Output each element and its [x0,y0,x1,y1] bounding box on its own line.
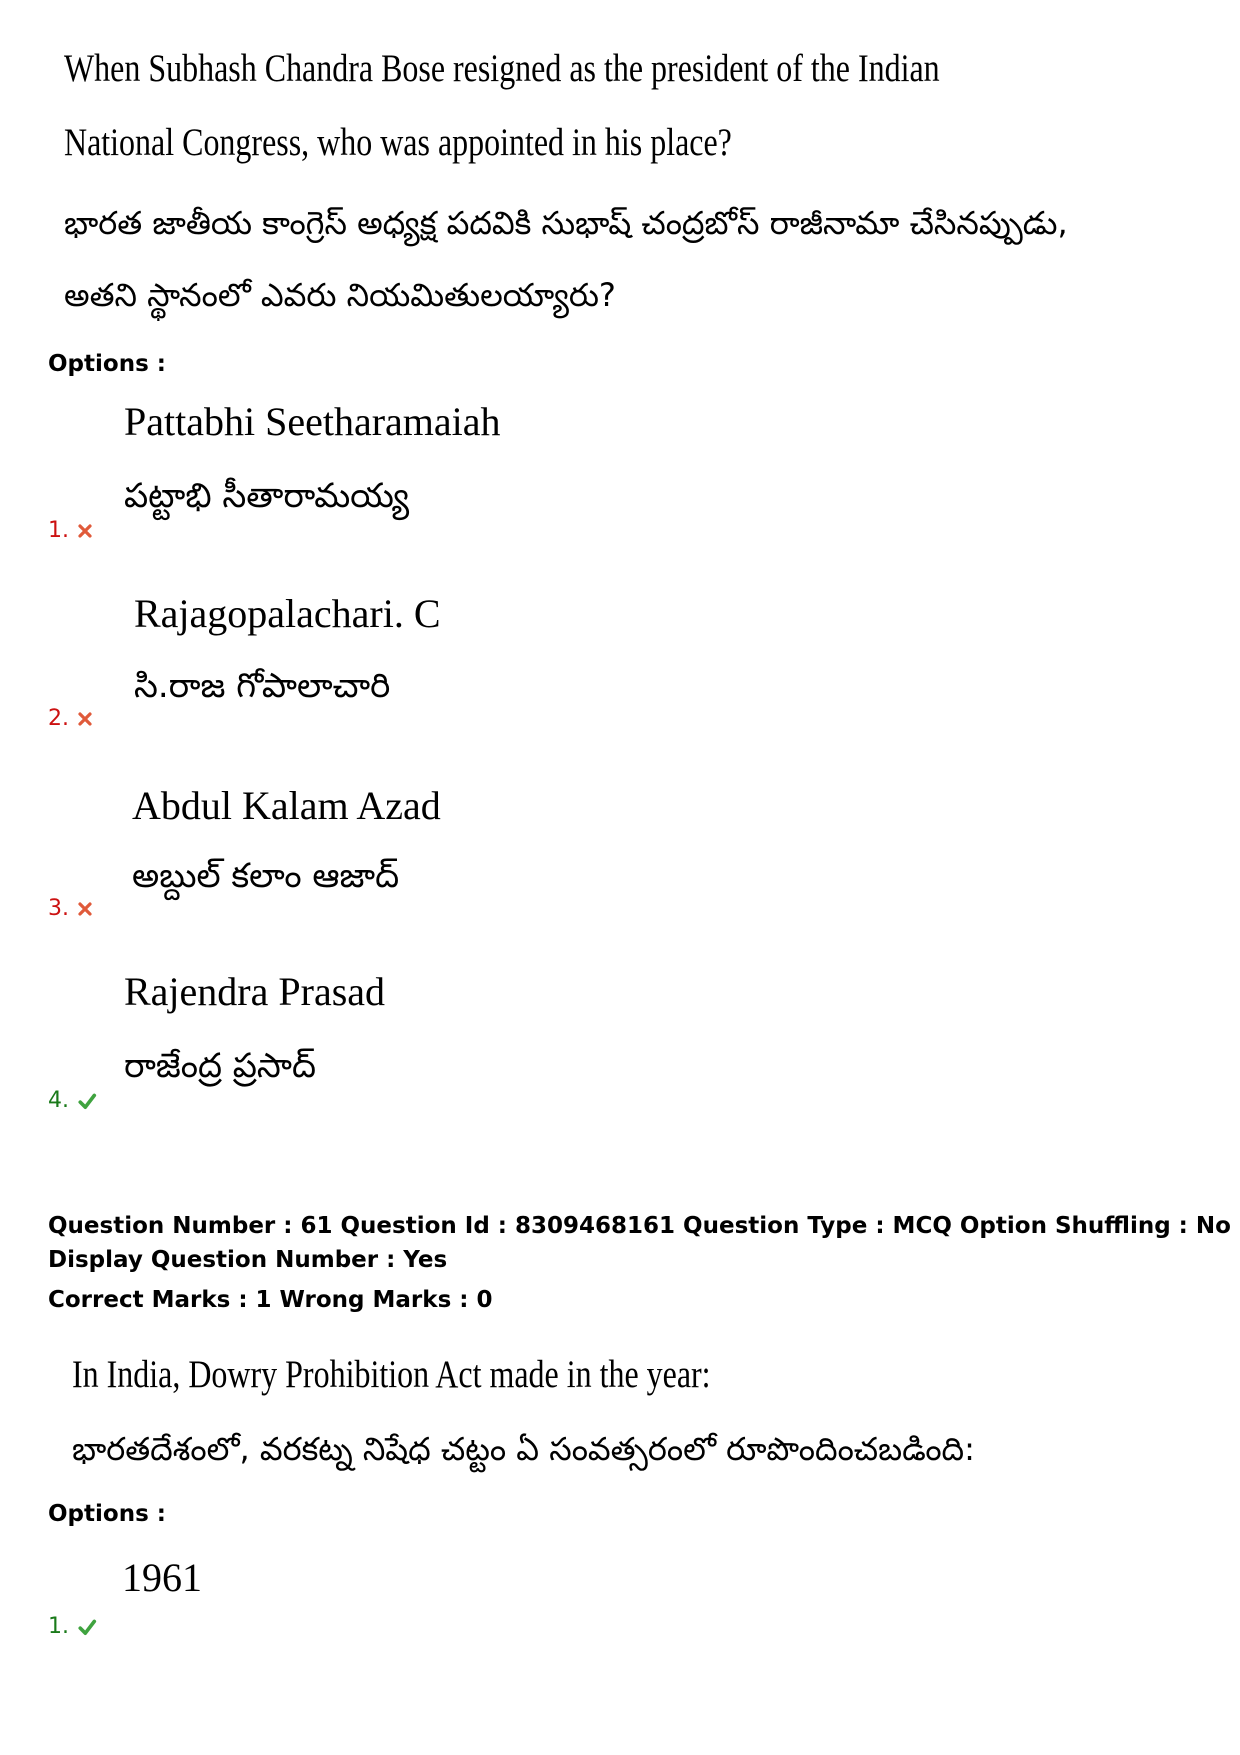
option-4-text-te: రాజేంద్ర ప్రసాద్ [124,1046,316,1086]
question-marks: Correct Marks : 1 Wrong Marks : 0 [48,1287,493,1313]
question-61-options-label: Options : [48,1501,166,1527]
options-label: Options : [48,351,166,377]
question-61-text-en: In India, Dowry Prohibition Act made in the year: [72,1353,711,1396]
question-text-en-line-2: National Congress, who was appointed in his place? [64,121,732,164]
option-2-marker [48,708,93,730]
question-text-te-line-2: అతని స్థానంలో ఎవరు నియమితులయ్యారు? [64,276,616,314]
cross-icon [77,901,93,917]
option-3-number: 3. [48,896,69,921]
check-icon [77,1092,97,1110]
q61-option-1-text-en: 1961 [122,1555,202,1600]
option-2-text-en: Rajagopalachari. C [134,591,441,636]
option-1-text-en: Pattabhi Seetharamaiah [124,399,501,444]
q61-option-1-marker [48,1616,97,1638]
cross-icon [77,523,93,539]
option-2-text-te: సి.రాజ గోపాలాచారి [134,666,391,706]
question-61-text-te: భారతదేశంలో, వరకట్న నిషేధ చట్టం ఏ సంవత్సరంలో రూపొందించబడింది: [72,1430,975,1468]
check-icon [77,1618,97,1636]
option-3-text-en: Abdul Kalam Azad [132,783,441,828]
option-3-text-te: అబ్దుల్ కలాం ఆజాద్ [132,856,400,896]
option-3-marker [48,898,93,920]
question-meta-line-2: Display Question Number : Yes [48,1247,448,1273]
cross-icon [77,711,93,727]
option-1-number: 1. [48,518,69,543]
question-text-en-line-1: When Subhash Chandra Bose resigned as the president of the Indian [64,47,940,90]
option-4-marker [48,1090,97,1112]
option-4-number: 4. [48,1088,69,1113]
option-1-marker [48,520,93,542]
question-text-te-line-1: భారత జాతీయ కాంగ్రెస్ అధ్యక్ష పదవికి సుభాష్ చంద్రబోస్ రాజీనామా చేసినప్పుడు, [64,204,1068,242]
question-meta-line-1: Question Number : 61 Question Id : 8309468161 Question Type : MCQ Option Shuffling : No [48,1213,1231,1239]
option-4-text-en: Rajendra Prasad [124,969,386,1014]
q61-option-1-number: 1. [48,1614,69,1639]
option-2-number: 2. [48,706,69,731]
option-1-text-te: పట్టాభి సీతారామయ్య [124,476,410,516]
